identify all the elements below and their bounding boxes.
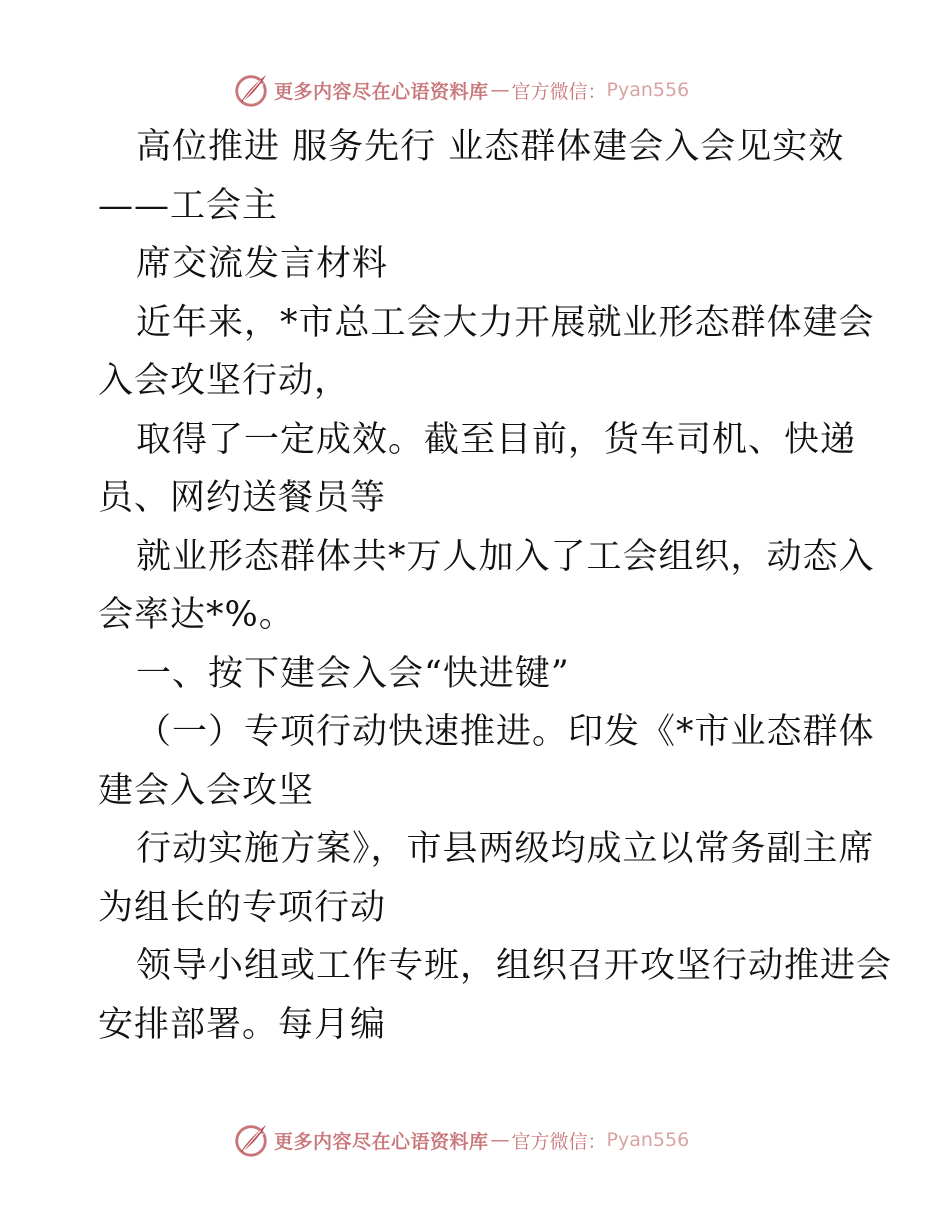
paragraph-line: 建会入会攻坚: [98, 770, 315, 811]
paragraph-line: 安排部署。每月编: [98, 1004, 387, 1045]
feather-pen-logo-icon: [232, 1121, 270, 1159]
title-line: 高位推进 服务先行 业态群体建会入会见实效: [136, 127, 845, 167]
paragraph-line: 席交流发言材料: [136, 244, 389, 284]
paragraph-line: 领导小组或工作专班，组织召开攻坚行动推进会: [136, 946, 893, 986]
watermark-site-name: 更多内容尽在心语资料库: [274, 1130, 489, 1153]
watermark-wechat-label: 官方微信：: [511, 80, 607, 103]
watermark-wechat-id: Pyan556: [606, 1129, 690, 1151]
paragraph-line: 近年来，*市总工会大力开展就业形态群体建会: [136, 302, 875, 343]
subsection-heading: （一）专项行动快速推进。印发《*市业态群体: [136, 712, 875, 752]
paragraph-line: 就业形态群体共*万人加入了工会组织，动态入: [136, 536, 875, 577]
watermark-separator: —: [490, 1129, 510, 1151]
document-body: [98, 118, 893, 1054]
watermark-site-name: 更多内容尽在心语资料库: [274, 80, 489, 103]
header-watermark: [232, 70, 689, 110]
paragraph-line: 会率达*%。: [98, 595, 295, 635]
section-heading: 一、按下建会入会“快进键”: [136, 653, 570, 694]
paragraph-line: 取得了一定成效。截至目前，货车司机、快递: [136, 419, 857, 460]
paragraph-line: 员、网约送餐员等: [98, 478, 387, 518]
paragraph-line: 为组长的专项行动: [98, 887, 387, 928]
title-line-continued: ——工会主: [98, 185, 279, 226]
paragraph-line: 入会攻坚行动，: [98, 361, 351, 401]
feather-pen-logo-icon: [232, 71, 270, 109]
footer-watermark: [232, 1120, 689, 1160]
watermark-wechat-label: 官方微信：: [511, 1130, 607, 1153]
paragraph-line: 行动实施方案》，市县两级均成立以常务副主席: [136, 829, 875, 869]
watermark-wechat-id: Pyan556: [606, 79, 690, 101]
watermark-separator: —: [490, 79, 510, 101]
